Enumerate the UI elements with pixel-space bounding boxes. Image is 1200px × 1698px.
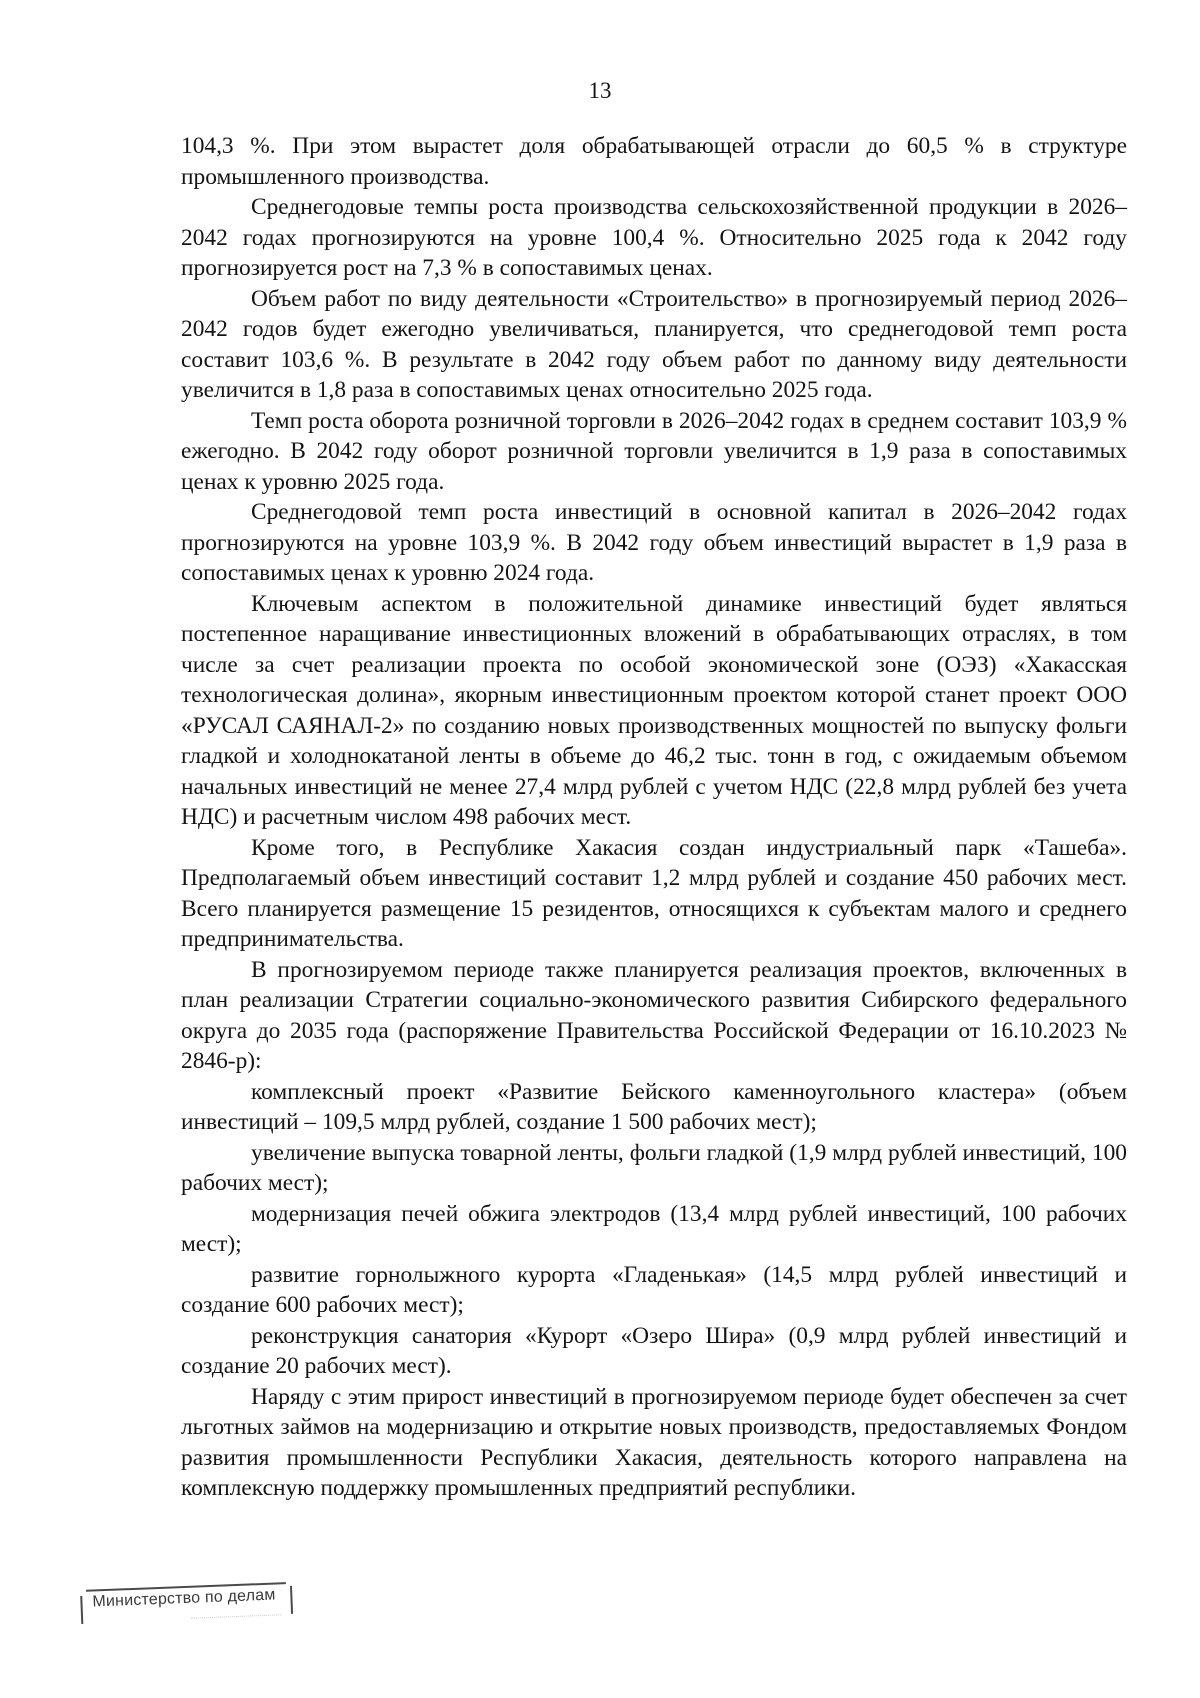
stamp-text: Министерство по делам (92, 1586, 276, 1611)
stamp-right-border (290, 1586, 293, 1614)
list-item-3: модернизация печей обжига электродов (13,4 млрд рублей инвестиций, 100 рабочих мест); (181, 1200, 1127, 1257)
stamp-left-border (80, 1596, 83, 1624)
stamp-faint-line (191, 1604, 281, 1618)
paragraph-6: Ключевым аспектом в положительной динамике инвестиций будет являться постепенное наращивание инвестиционных вложений в обрабатывающих отраслях, в том числе за счет реализации проекта по особой экономической зоне (ОЭЗ) «Хакасская технологическая долина», якорным инвестиционным проектом которой станет проект ООО «РУСАЛ САЯНАЛ-2» по созданию новых производственных мощностей по выпуску фольги гладкой и холоднокатаной ленты в объеме до 46,2 тыс. тонн в год, с ожидаемым объемом начальных инвестиций не менее 27,4 млрд рублей с учетом НДС (22,8 млрд рублей без учета НДС) и расчетным числом 498 рабочих мест. (181, 590, 1127, 830)
paragraph-9: Наряду с этим прирост инвестиций в прогнозируемом периоде будет обеспечен за счет льготных займов на модернизацию и открытие новых производств, предоставляемых Фондом развития промышленности Республики Хакасия, деятельность которого направлена на комплексную поддержку промышленных предприятий республики. (181, 1383, 1127, 1501)
paragraph-1: 104,3 %. При этом вырастет доля обрабатывающей отрасли до 60,5 % в структуре промышленного производства. (181, 133, 1127, 190)
paragraph-8: В прогнозируемом периоде также планируется реализация проектов, включенных в план реализации Стратегии социально-экономического развития Сибирского федерального округа до 2035 года (распоряжение Правительства Российской Федерации от 16.10.2023 № 2846-р): (181, 956, 1127, 1074)
paragraph-5: Среднегодовой темп роста инвестиций в основной капитал в 2026–2042 годах прогнозируются на уровне 103,9 %. В 2042 году объем инвестиций вырастет в 1,9 раза в сопоставимых ценах к уровню 2024 года. (181, 499, 1127, 586)
document-body (181, 131, 1127, 1504)
paragraph-4: Темп роста оборота розничной торговли в 2026–2042 годах в среднем составит 103,9 % ежегодно. В 2042 году оборот розничной торговли увеличится в 1,9 раза в сопоставимых ценах к уровню 2025 года. (181, 407, 1127, 495)
paragraph-2: Среднегодовые темпы роста производства сельскохозяйственной продукции в 2026–2042 годах прогнозируются на уровне 100,4 %. Относительно 2025 года к 2042 году прогнозируется рост на 7,3 % в сопоставимых ценах. (181, 194, 1127, 281)
paragraph-7: Кроме того, в Республике Хакасия создан индустриальный парк «Ташеба». Предполагаемый объем инвестиций составит 1,2 млрд рублей и создание 450 рабочих мест. Всего планируется размещение 15 резидентов, относящихся к субъектам малого и среднего предпринимательства. (181, 834, 1127, 952)
list-item-1: комплексный проект «Развитие Бейского каменноугольного кластера» (объем инвестиций – 109,5 млрд рублей, создание 1 500 рабочих мест); (181, 1078, 1127, 1135)
list-item-5: реконструкция санатория «Курорт «Озеро Шира» (0,9 млрд рублей инвестиций и создание 20 рабочих мест). (181, 1322, 1127, 1379)
list-item-2: увеличение выпуска товарной ленты, фольги гладкой (1,9 млрд рублей инвестиций, 100 рабочих мест); (181, 1139, 1127, 1196)
page-number: 13 (588, 78, 612, 103)
registration-stamp (80, 1582, 293, 1626)
list-item-4: развитие горнолыжного курорта «Гладенькая» (14,5 млрд рублей инвестиций и создание 600 рабочих мест); (181, 1261, 1127, 1318)
paragraph-3: Объем работ по виду деятельности «Строительство» в прогнозируемый период 2026–2042 годов будет ежегодно увеличиваться, планируется, что среднегодовой темп роста составит 103,6 %. В результате в 2042 году объем работ по данному виду деятельности увеличится в 1,8 раза в сопоставимых ценах относительно 2025 года. (181, 285, 1127, 403)
